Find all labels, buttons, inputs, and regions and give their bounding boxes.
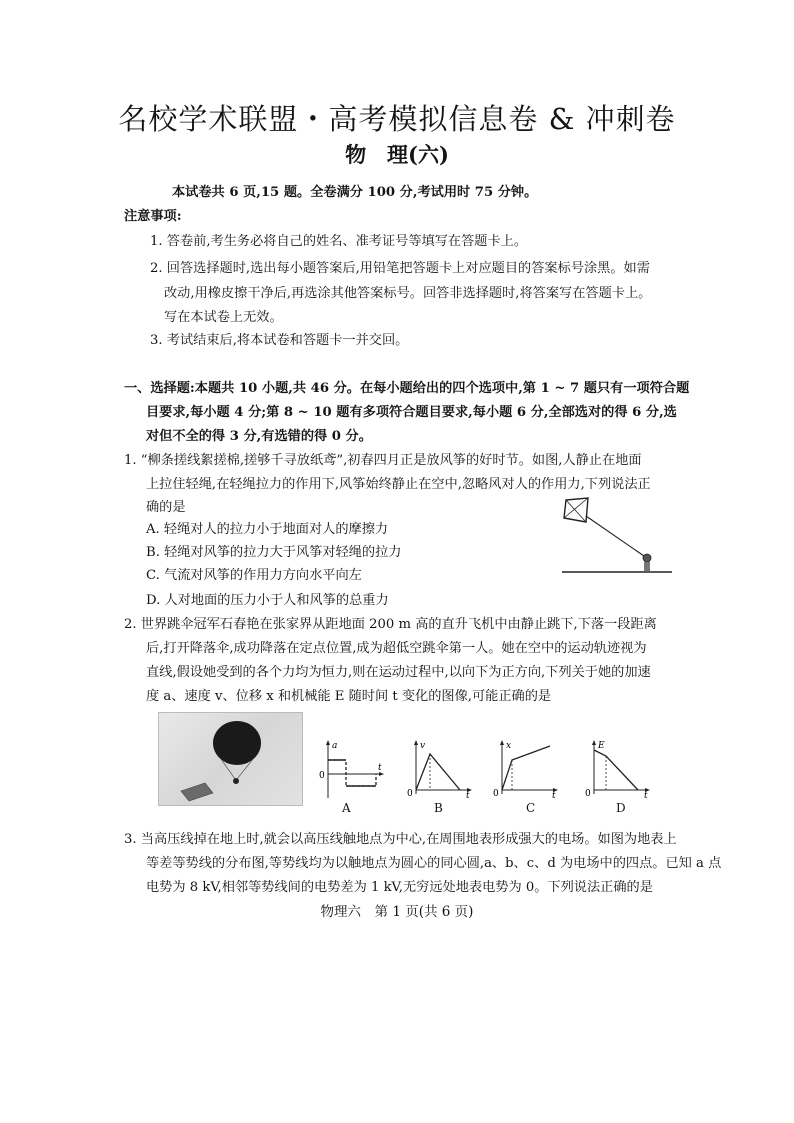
graph-a-xlabel: t (378, 763, 382, 773)
note-line: 1. 答卷前,考生务必将自己的姓名、准考证号等填写在答题卡上。 (150, 234, 528, 249)
exam-title: 名校学术联盟・高考模拟信息卷 & 冲刺卷 (118, 102, 676, 136)
graph-c (490, 738, 562, 820)
note-line: 2. 回答选择题时,选出每小题答案后,用铅笔把答题卡上对应题目的答案标号涂黑。如需 (150, 261, 650, 276)
notes-heading: 注意事项: (124, 209, 182, 224)
graph-d-xlabel: t (644, 791, 648, 800)
kite-string (586, 516, 644, 556)
page-footer: 物理六 第 1 页(共 6 页) (320, 904, 474, 920)
question-1-text: 确的是 (146, 500, 186, 515)
kite-figure (556, 494, 676, 578)
graph-c-caption: C (526, 801, 536, 815)
question-2-text: 直线,假设她受到的各个力均为恒力,则在运动过程中,以向下为正方向,下列关于她的加速 (146, 665, 651, 680)
graph-c-origin: 0 (493, 789, 499, 799)
question-3-text: 电势为 8 kV,相邻等势线间的电势差为 1 kV,无穷远处地表电势为 0。下列说法正确的是 (146, 880, 653, 895)
landing-target (181, 783, 213, 801)
graph-b (404, 738, 476, 820)
graph-c-curve (502, 746, 550, 790)
graph-c-ylabel: x (506, 741, 512, 751)
question-1-text: 上拉住轻绳,在轻绳拉力的作用下,风筝始终静止在空中,忽略风对人的作用力,下列说法正 (146, 477, 651, 492)
graph-b-caption: B (434, 801, 443, 815)
graph-c-xlabel: t (552, 791, 556, 800)
question-2-text: 2. 世界跳伞冠军石春艳在张家界从距地面 200 m 高的直升飞机中由静止跳下,下落一段距离 (124, 617, 657, 632)
graph-d-origin: 0 (585, 789, 591, 799)
graph-d-curve (594, 750, 638, 790)
section-instructions: 目要求,每小题 4 分;第 8 ~ 10 题有多项符合题目要求,每小题 6 分,全部选对的得 6 分,选 (146, 405, 677, 420)
note-line: 写在本试卷上无效。 (164, 310, 283, 325)
graph-a-caption: A (342, 801, 351, 815)
question-1-option-b: B. 轻绳对风筝的拉力大于风筝对轻绳的拉力 (146, 545, 402, 560)
question-1-option-a: A. 轻绳对人的拉力小于地面对人的摩擦力 (146, 522, 389, 537)
graph-d-caption: D (616, 801, 626, 815)
question-2-text: 度 a、速度 v、位移 x 和机械能 E 随时间 t 变化的图像,可能正确的是 (146, 689, 552, 704)
question-3-text: 3. 当高压线掉在地上时,就会以高压线触地点为中心,在周围地表形成强大的电场。如图为地表上 (124, 832, 677, 847)
graph-a-ylabel: a (332, 741, 338, 751)
graph-b-ylabel: v (420, 741, 426, 751)
graph-b-curve (416, 754, 460, 790)
graph-a-curve (328, 760, 376, 786)
section-instructions: 一、选择题:本题共 10 小题,共 46 分。在每小题给出的四个选项中,第 1 ~ 7 题只有一项符合题 (124, 381, 690, 396)
person-body (644, 562, 650, 571)
exam-intro: 本试卷共 6 页,15 题。全卷满分 100 分,考试用时 75 分钟。 (172, 185, 538, 200)
graph-d (582, 738, 654, 820)
person-head (643, 554, 651, 562)
graph-d-ylabel: E (598, 741, 605, 751)
question-2-text: 后,打开降落伞,成功降落在定点位置,成为超低空跳伞第一人。她在空中的运动轨迹视为 (146, 641, 647, 656)
section-instructions: 对但不全的得 3 分,有选错的得 0 分。 (146, 429, 372, 444)
question-1-option-c: C. 气流对风筝的作用力方向水平向左 (146, 568, 362, 583)
question-3-text: 等差等势线的分布图,等势线均为以触地点为圆心的同心圆,a、b、c、d 为电场中的四点。已知 a 点 (146, 856, 722, 871)
graph-b-xlabel: t (466, 791, 470, 800)
note-line: 改动,用橡皮擦干净后,再选涂其他答案标号。回答非选择题时,将答案写在答题卡上。 (164, 286, 652, 301)
question-1-option-d: D. 人对地面的压力小于人和风筝的总重力 (146, 593, 389, 608)
graph-b-origin: 0 (407, 789, 413, 799)
question-1-text: 1. “柳条搓线絮搓棉,搓够千寻放纸鸢”,初春四月正是放风筝的好时节。如图,人静止在地面 (124, 453, 642, 468)
note-line: 3. 考试结束后,将本试卷和答题卡一并交回。 (150, 333, 409, 348)
graph-a-origin: 0 (319, 771, 325, 781)
exam-subtitle: 物 理(六) (345, 142, 449, 167)
parachute-shape (213, 721, 261, 765)
skydiver-photo (158, 712, 303, 806)
graph-a (316, 738, 388, 820)
